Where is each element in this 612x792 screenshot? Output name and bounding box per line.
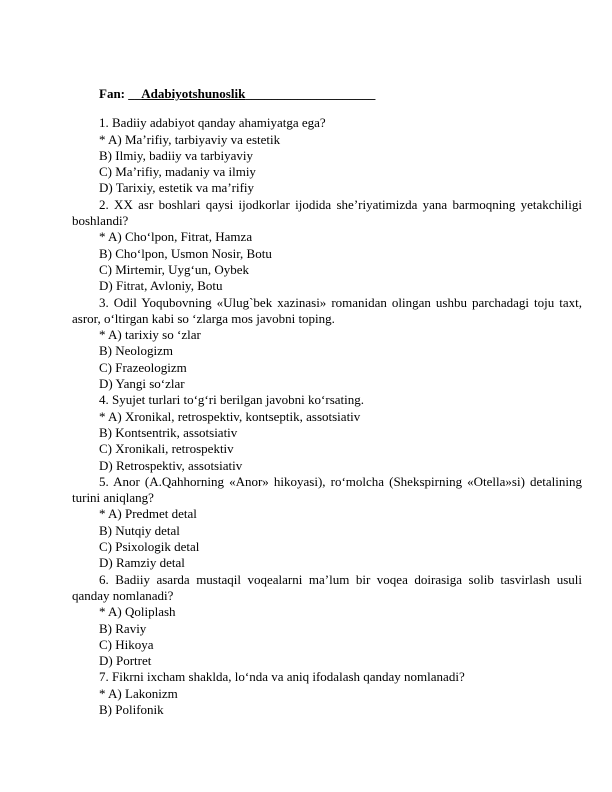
question-block xyxy=(72,295,582,393)
answer-option: B) Cho‘lpon, Usmon Nosir, Botu xyxy=(99,245,272,261)
question-block xyxy=(72,474,582,572)
answer-option: B) Nutqiy detal xyxy=(99,522,180,538)
answer-option: C) Frazeologizm xyxy=(99,359,187,375)
answer-option: B) Raviy xyxy=(99,620,147,636)
questions-list xyxy=(72,115,582,718)
subject-line xyxy=(72,86,582,102)
question-block xyxy=(72,115,582,196)
question-text: 5. Anor (A.Qahhorning «Anor» hikoyasi), ro‘molcha (Shekspirning «Otella»si) detalining turini aniqlang? xyxy=(72,473,582,506)
answer-option: D) Retrospektiv, assotsiativ xyxy=(99,457,243,473)
answer-option: D) Fitrat, Avloniy, Botu xyxy=(99,278,223,294)
question-block xyxy=(72,572,582,670)
answer-option: C) Psixologik detal xyxy=(99,539,200,555)
answer-option: B) Neologizm xyxy=(99,343,174,359)
answer-option: B) Polifonik xyxy=(99,701,164,717)
answer-option: C) Xronikali, retrospektiv xyxy=(99,441,234,457)
answer-option: D) Tarixiy, estetik va ma’rifiy xyxy=(99,180,255,196)
answer-option: B) Kontsentrik, assotsiativ xyxy=(99,424,238,440)
subject-underscore-trailing: ____________________ xyxy=(245,86,376,101)
question-block xyxy=(72,392,582,473)
answer-option: * A) Ma’rifiy, tarbiyaviy va estetik xyxy=(99,131,281,147)
question-text: 2. XX asr boshlari qaysi ijodkorlar ijodida she’riyatimizda yana barmoqning yetakchiligi boshlandi? xyxy=(72,196,582,229)
answer-option: C) Ma’rifiy, madaniy va ilmiy xyxy=(99,164,256,180)
answer-option: * A) Lakonizm xyxy=(99,685,178,701)
subject-name: Adabiyotshunoslik xyxy=(141,86,246,101)
answer-option: B) Ilmiy, badiiy va tarbiyaviy xyxy=(99,147,254,163)
question-text: 1. Badiiy adabiyot qanday ahamiyatga ega? xyxy=(99,115,326,131)
subject-label: Fan: xyxy=(99,86,129,101)
answer-option: * A) Predmet detal xyxy=(99,506,197,522)
question-text: 7. Fikrni ixcham shaklda, lo‘nda va aniq ifodalash qanday nomlanadi? xyxy=(99,669,465,685)
answer-option: * A) tarixiy so ‘zlar xyxy=(99,327,201,343)
answer-option: C) Hikoya xyxy=(99,636,154,652)
question-text: 6. Badiiy asarda mustaqil voqealarni ma’lum bir voqea doirasiga solib tasvirlash usuli qanday nomlanadi? xyxy=(72,571,582,603)
subject-underscore-fill: __ xyxy=(128,86,142,101)
answer-option: D) Portret xyxy=(99,653,152,669)
answer-option: D) Yangi so‘zlar xyxy=(99,376,185,392)
answer-option: * A) Xronikal, retrospektiv, kontseptik, assotsiativ xyxy=(99,408,361,424)
answer-option: D) Ramziy detal xyxy=(99,555,185,571)
question-text: 4. Syujet turlari to‘g‘ri berilgan javobni ko‘rsating. xyxy=(99,392,364,408)
question-block xyxy=(72,669,582,718)
question-text: 3. Odil Yoqubovning «Ulug`bek xazinasi» romanidan olingan ushbu parchadagi toju taxt, asror, o‘ltirgan kabi so ‘zlarga mos javobni toping. xyxy=(72,294,582,326)
answer-option: C) Mirtemir, Uyg‘un, Oybek xyxy=(99,261,250,277)
answer-option: * A) Cho‘lpon, Fitrat, Hamza xyxy=(99,229,253,245)
answer-option: * A) Qoliplash xyxy=(99,604,176,620)
question-block xyxy=(72,197,582,295)
